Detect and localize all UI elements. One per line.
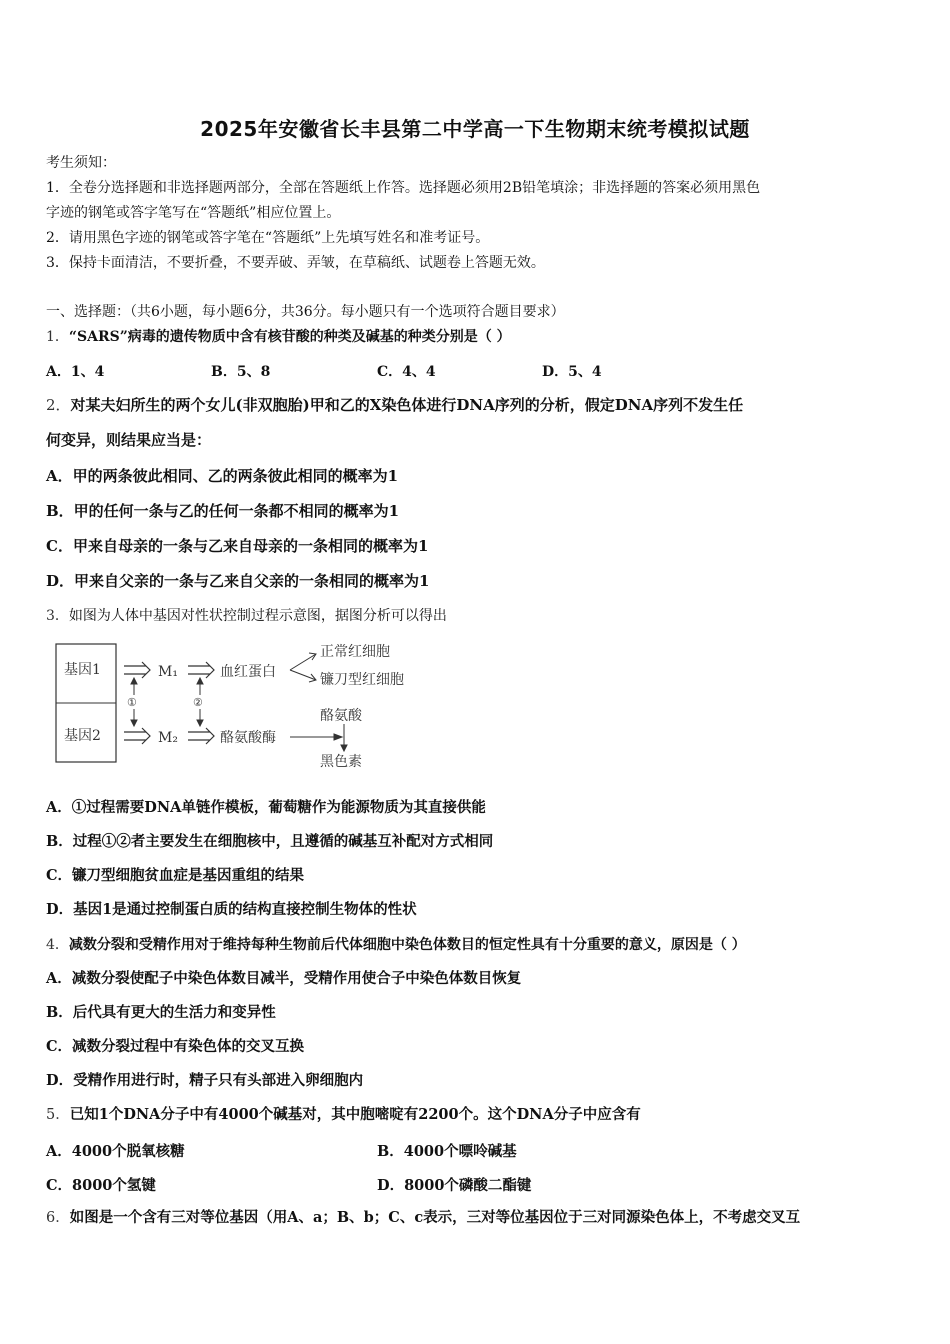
q5-option-b: B．4000个嘌呤碱基: [377, 1143, 517, 1160]
question-number: 6．: [46, 1210, 70, 1226]
gene-1-label: 基因1: [64, 662, 101, 678]
arrow-head: [131, 720, 137, 726]
q1-option-a: A．1、4: [46, 364, 105, 380]
question-number: 2．: [46, 396, 71, 414]
m2-label: M₂: [158, 730, 178, 746]
enzyme-arrows: [290, 724, 347, 751]
hemoglobin-label: 血红蛋白: [220, 664, 276, 680]
q4-option-c: C．减数分裂过程中有染色体的交叉互换: [46, 1038, 305, 1055]
q2-option-b: B．甲的任何一条与乙的任何一条都不相同的概率为1: [46, 502, 400, 520]
q5-option-d: D．8000个磷酸二酯键: [377, 1177, 532, 1194]
notice-heading: 考生须知：: [46, 155, 116, 171]
page-title: 2025年安徽省长丰县第二中学高一下生物期末统考模拟试题: [200, 117, 750, 141]
normal-rbc-label: 正常红细胞: [320, 644, 390, 660]
melanin-label: 黑色素: [320, 754, 362, 770]
question-number: 3．: [46, 608, 69, 624]
double-arrow: [124, 728, 150, 744]
question-stem: 减数分裂和受精作用对于维持每种生物前后代体细胞中染色体数目的恒定性具有十分重要的意义，原因是（ ）: [68, 937, 746, 953]
q5-option-a: A．4000个脱氧核糖: [46, 1143, 185, 1160]
q3-option-d: D．基因1是通过控制蛋白质的结构直接控制生物体的性状: [46, 901, 417, 918]
arrow-head: [341, 745, 347, 751]
question-1: [46, 327, 511, 347]
question-3: [46, 606, 447, 626]
q3-option-b: B．过程①②者主要发生在细胞核中，且遵循的碱基互补配对方式相同: [46, 833, 494, 850]
question-stem: 如图为人体中基因对性状控制过程示意图，据图分析可以得出: [68, 608, 447, 624]
arrow-head: [131, 678, 137, 684]
double-arrow: [124, 662, 150, 678]
q1-option-b: B．5、8: [211, 364, 271, 380]
question-stem: 如图是一个含有三对等位基因（用A、a；B、b；C、c表示，三对等位基因位于三对同源染色体上，不考虑交叉互: [69, 1209, 801, 1226]
arrow-head: [197, 678, 203, 684]
question-stem: 已知1个DNA分子中有4000个碱基对，其中胞嘧啶有2200个。这个DNA分子中应含有: [69, 1106, 641, 1123]
branch-up: [290, 654, 316, 670]
sickle-rbc-label: 镰刀型红细胞: [320, 672, 404, 688]
question-number: 4．: [46, 937, 69, 953]
question-2: [46, 395, 743, 415]
q2-option-d: D．甲来自父亲的一条与乙来自父亲的一条相同的概率为1: [46, 572, 430, 590]
q1-option-d: D．5、4: [542, 364, 602, 380]
notice-item: 3．保持卡面清洁，不要折叠，不要弄破、弄皱，在草稿纸、试题卷上答题无效。: [46, 255, 545, 271]
q1-option-c: C．4、4: [377, 364, 436, 380]
question-stem: “SARS”病毒的遗传物质中含有核苷酸的种类及碱基的种类分别是（ ）: [68, 329, 511, 345]
notice-item: 字迹的钢笔或答字笔写在“答题纸”相应位置上。: [46, 205, 341, 221]
question-6: [46, 1208, 800, 1228]
q5-option-c: C．8000个氢键: [46, 1177, 156, 1194]
notice-item: 1．全卷分选择题和非选择题两部分，全部在答题纸上作答。选择题必须用2B铅笔填涂；非选择题的答案必须用黑色: [46, 180, 761, 196]
question-4: [46, 935, 746, 955]
question-stem: 对某夫妇所生的两个女儿(非双胞胎)甲和乙的X染色体进行DNA序列的分析，假定DNA序列不发生任: [70, 396, 744, 414]
step-1-label: ①: [127, 696, 137, 709]
q2-option-c: C．甲来自母亲的一条与乙来自母亲的一条相同的概率为1: [46, 537, 429, 555]
question-5: [46, 1105, 641, 1125]
m1-label: M₁: [158, 664, 178, 680]
q3-option-a: A．①过程需要DNA单链作模板，葡萄糖作为能源物质为其直接供能: [46, 799, 486, 816]
section-heading: 一、选择题：（共6小题，每小题6分，共36分。每小题只有一个选项符合题目要求）: [46, 304, 565, 320]
gene-2-label: 基因2: [64, 728, 101, 744]
branch-arrows: [290, 653, 316, 682]
gene-control-diagram: [54, 642, 444, 772]
question-stem-continued: 何变异，则结果应当是：: [46, 431, 212, 449]
q3-option-c: C．镰刀型细胞贫血症是基因重组的结果: [46, 867, 305, 884]
double-arrow: [188, 662, 214, 678]
notice-item: 2．请用黑色字迹的钢笔或答字笔在“答题纸”上先填写姓名和准考证号。: [46, 230, 490, 246]
question-number: 5．: [46, 1107, 70, 1123]
q4-option-b: B．后代具有更大的生活力和变异性: [46, 1004, 276, 1021]
q4-option-a: A．减数分裂使配子中染色体数目减半，受精作用使合子中染色体数目恢复: [46, 970, 522, 987]
q2-option-a: A．甲的两条彼此相同、乙的两条彼此相同的概率为1: [46, 467, 399, 485]
arrow-head: [334, 734, 342, 740]
tyrosinase-label: 酪氨酸酶: [220, 730, 276, 746]
double-arrow: [188, 728, 214, 744]
step-2-label: ②: [193, 696, 203, 709]
question-number: 1．: [46, 329, 69, 345]
arrow-head: [197, 720, 203, 726]
tyrosine-label: 酪氨酸: [320, 708, 362, 724]
q4-option-d: D．受精作用进行时，精子只有头部进入卵细胞内: [46, 1072, 364, 1089]
